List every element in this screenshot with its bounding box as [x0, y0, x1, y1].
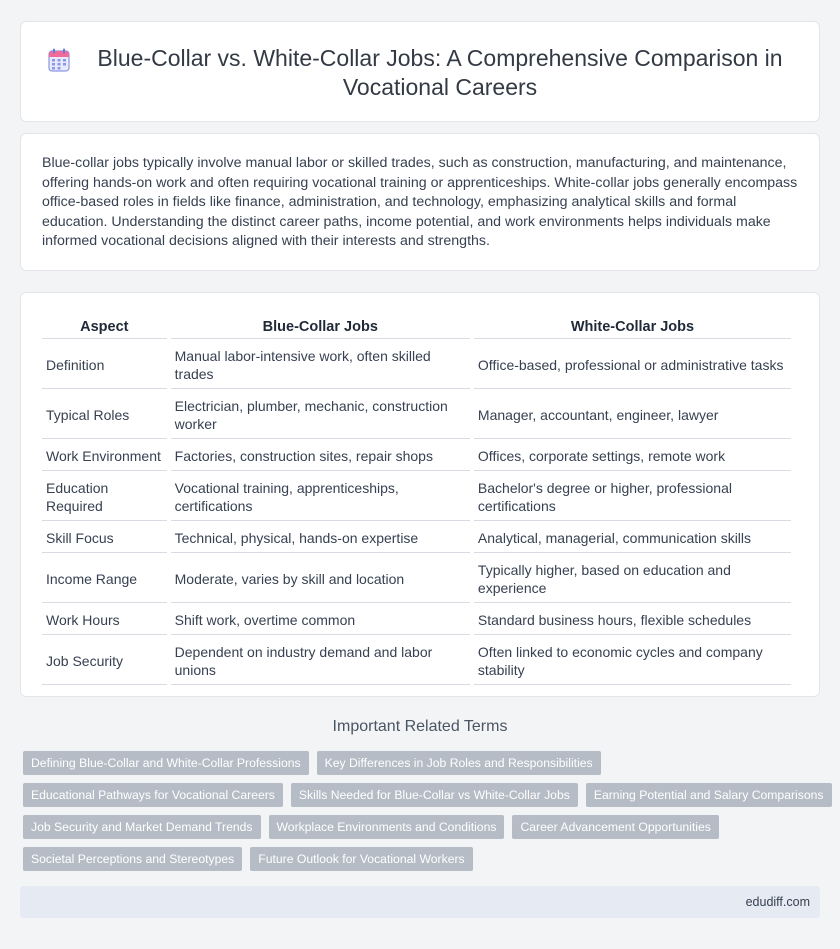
white-collar-cell: Typically higher, based on education and experience [474, 555, 791, 603]
table-row [42, 523, 791, 553]
related-tags-row [23, 751, 601, 775]
related-tag[interactable]: Defining Blue-Collar and White-Collar Professions [23, 751, 309, 775]
related-tag[interactable]: Key Differences in Job Roles and Responsibilities [317, 751, 601, 775]
table-row [42, 391, 791, 439]
aspect-cell: Skill Focus [42, 523, 167, 553]
table-row [42, 341, 791, 389]
comparison-table-card [20, 292, 820, 697]
aspect-cell: Definition [42, 341, 167, 389]
blue-collar-cell: Electrician, plumber, mechanic, construction worker [171, 391, 470, 439]
table-header-row [42, 317, 791, 339]
white-collar-cell: Office-based, professional or administrative tasks [474, 341, 791, 389]
related-tags-row [23, 783, 832, 807]
aspect-cell: Work Environment [42, 441, 167, 471]
related-tag[interactable]: Earning Potential and Salary Comparisons [586, 783, 832, 807]
table-row [42, 473, 791, 521]
related-tag[interactable]: Job Security and Market Demand Trends [23, 815, 261, 839]
blue-collar-cell: Moderate, varies by skill and location [171, 555, 470, 603]
table-row [42, 605, 791, 635]
white-collar-cell: Standard business hours, flexible schedules [474, 605, 791, 635]
intro-paragraph: Blue-collar jobs typically involve manual labor or skilled trades, such as construction, manufacturing, and maintenance, offering hands-on work and often requiring vocational training or apprenticeships. White-collar jobs generally encompass office-based roles in fields like finance, administration, and technology, emphasizing analytical skills and formal education. Understanding the distinct career paths, income potential, and work environments helps individuals make informed vocational decisions aligned with their interests and strengths. [42, 155, 798, 250]
title-card [20, 21, 820, 122]
blue-collar-cell: Manual labor-intensive work, often skilled trades [171, 341, 470, 389]
header-white-collar: White-Collar Jobs [474, 317, 791, 339]
related-terms-heading: Important Related Terms [332, 718, 508, 735]
white-collar-cell: Often linked to economic cycles and company stability [474, 637, 791, 685]
footer-site-link[interactable]: edudiff.com [745, 895, 810, 909]
aspect-cell: Typical Roles [42, 391, 167, 439]
related-tags-row [23, 815, 719, 839]
related-tag[interactable]: Educational Pathways for Vocational Careers [23, 783, 283, 807]
related-tags-row [23, 847, 473, 871]
related-tag[interactable]: Career Advancement Opportunities [512, 815, 718, 839]
white-collar-cell: Manager, accountant, engineer, lawyer [474, 391, 791, 439]
blue-collar-cell: Vocational training, apprenticeships, certifications [171, 473, 470, 521]
header-blue-collar: Blue-Collar Jobs [171, 317, 470, 339]
related-tag[interactable]: Skills Needed for Blue-Collar vs White-Collar Jobs [291, 783, 578, 807]
footer-bar [20, 886, 820, 918]
table-row [42, 441, 791, 471]
related-tag[interactable]: Workplace Environments and Conditions [269, 815, 505, 839]
aspect-cell: Work Hours [42, 605, 167, 635]
intro-card [20, 133, 820, 271]
aspect-cell: Education Required [42, 473, 167, 521]
table-row [42, 637, 791, 685]
blue-collar-cell: Shift work, overtime common [171, 605, 470, 635]
related-tag[interactable]: Future Outlook for Vocational Workers [250, 847, 472, 871]
aspect-cell: Job Security [42, 637, 167, 685]
white-collar-cell: Analytical, managerial, communication skills [474, 523, 791, 553]
table-row [42, 555, 791, 603]
related-tag[interactable]: Societal Perceptions and Stereotypes [23, 847, 242, 871]
aspect-cell: Income Range [42, 555, 167, 603]
white-collar-cell: Offices, corporate settings, remote work [474, 441, 791, 471]
header-aspect: Aspect [42, 317, 167, 339]
blue-collar-cell: Technical, physical, hands-on expertise [171, 523, 470, 553]
blue-collar-cell: Factories, construction sites, repair shops [171, 441, 470, 471]
comparison-table [38, 315, 795, 687]
blue-collar-cell: Dependent on industry demand and labor unions [171, 637, 470, 685]
white-collar-cell: Bachelor's degree or higher, professional certifications [474, 473, 791, 521]
page-title: Blue-Collar vs. White-Collar Jobs: A Comprehensive Comparison in Vocational Careers [97, 45, 783, 100]
